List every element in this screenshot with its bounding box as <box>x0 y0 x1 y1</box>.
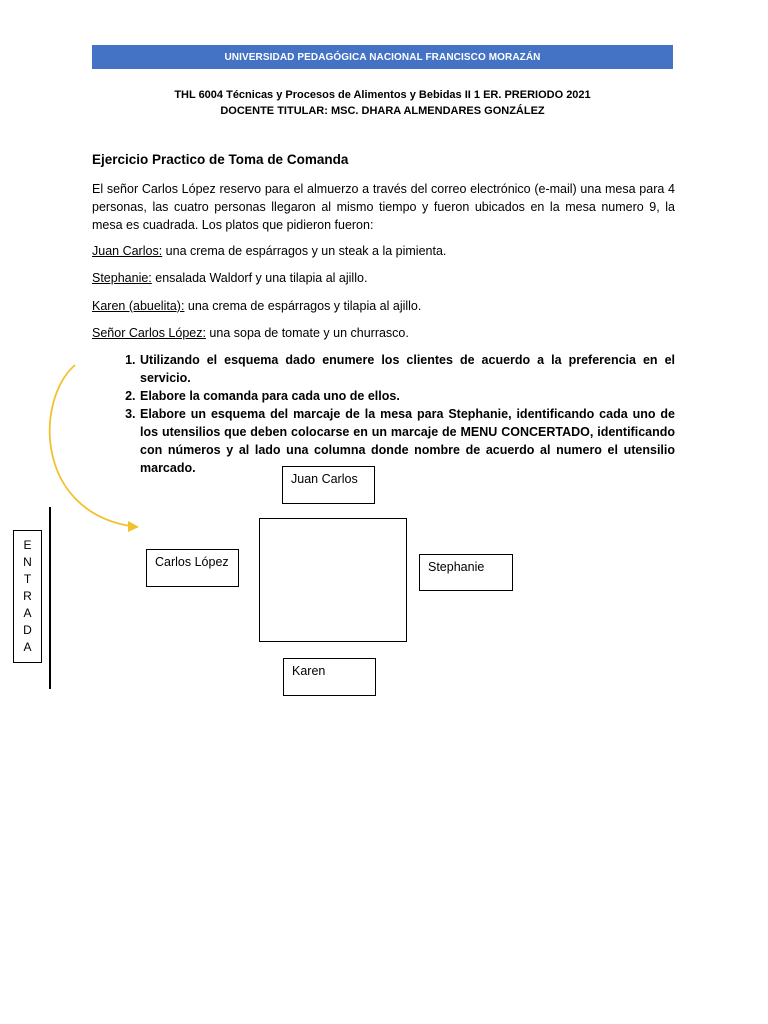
task-item: 1. Utilizando el esquema dado enumere los clientes de acuerdo a la preferencia en el servicio. <box>139 351 675 387</box>
order-name: Señor Carlos López: <box>92 326 206 340</box>
entrance-letter: D <box>23 623 32 637</box>
entrance-letter: R <box>23 589 32 603</box>
task-item: 3. Elabore un esquema del marcaje de la mesa para Stephanie, identificando cada uno de los utensilios que deben colocarse en un marcaje de MENU CONCERTADO, identificando con números y al lado una columna donde nombre de acuerdo al numero el utensilio marcado. <box>139 405 675 477</box>
order-carlos-lopez <box>92 324 409 342</box>
seat-stephanie: Stephanie <box>419 554 513 591</box>
university-banner: UNIVERSIDAD PEDAGÓGICA NACIONAL FRANCISCO MORAZÁN <box>92 45 673 69</box>
teacher-line: DOCENTE TITULAR: MSC. DHARA ALMENDARES GONZÁLEZ <box>220 105 545 117</box>
entrance-letter: A <box>23 606 32 620</box>
course-line: THL 6004 Técnicas y Procesos de Alimentos y Bebidas II 1 ER. PRERIODO 2021 <box>174 89 591 101</box>
arrow-head <box>128 521 139 532</box>
entrance-letter: E <box>23 538 32 552</box>
order-name: Juan Carlos: <box>92 244 163 258</box>
order-juan-carlos <box>92 242 446 260</box>
task-item: 2. Elabore la comanda para cada uno de ellos. <box>139 387 675 405</box>
order-name: Karen (abuelita): <box>92 299 185 313</box>
curved-arrow-icon <box>40 360 150 535</box>
entrance-label <box>13 530 42 663</box>
order-stephanie <box>92 269 367 287</box>
task-list <box>92 351 675 477</box>
order-dishes: una crema de espárragos y un steak a la pimienta. <box>162 244 447 258</box>
exercise-intro: El señor Carlos López reservo para el almuerzo a través del correo electrónico (e-mail) una mesa para 4 personas, las cuatro personas llegaron al mismo tiempo y fueron ubicados en la mesa numero 9, la mesa es cuadrada. Los platos que pidieron fueron: <box>92 182 675 232</box>
exercise-title: Ejercicio Practico de Toma de Comanda <box>92 152 349 167</box>
order-karen <box>92 297 421 315</box>
arrow-curve <box>50 365 130 526</box>
entrance-wall <box>49 507 51 689</box>
order-name: Stephanie: <box>92 271 152 285</box>
entrance-letter: N <box>23 555 32 569</box>
entrance-letter: A <box>23 640 32 654</box>
order-dishes: una sopa de tomate y un churrasco. <box>205 326 409 340</box>
order-dishes: ensalada Waldorf y una tilapia al ajillo. <box>151 271 368 285</box>
square-table <box>259 518 407 642</box>
seat-juan-carlos: Juan Carlos <box>282 466 375 504</box>
seat-carlos-lopez: Carlos López <box>146 549 239 587</box>
order-dishes: una crema de espárragos y tilapia al ajillo. <box>184 299 422 313</box>
seat-karen: Karen <box>283 658 376 696</box>
entrance-letter: T <box>23 572 32 586</box>
